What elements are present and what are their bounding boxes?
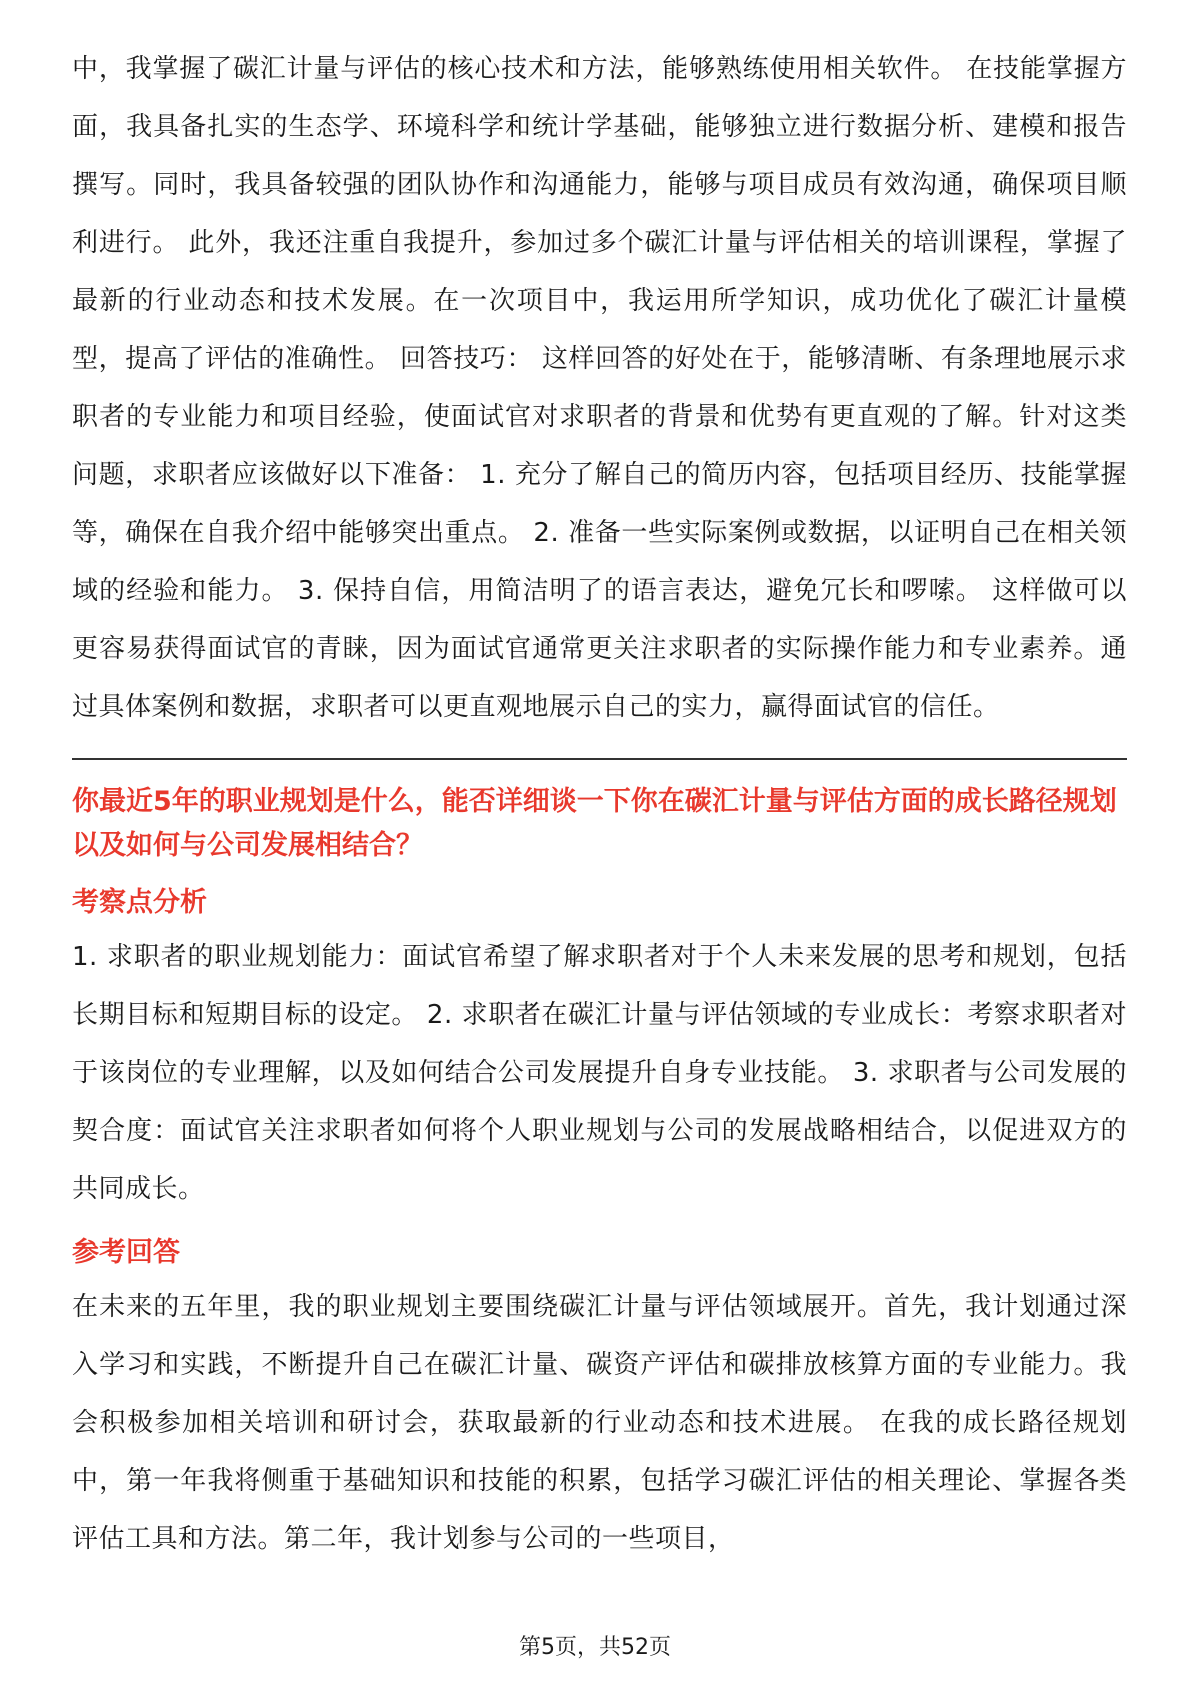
section-divider <box>72 758 1127 760</box>
section-gap <box>72 1218 1127 1232</box>
analysis-body: 1. 求职者的职业规划能力：面试官希望了解求职者对于个人未来发展的思考和规划，包括长期目标和短期目标的设定。 2. 求职者在碳汇计量与评估领域的专业成长：考察求职者对于该岗位的专业理解，以及如何结合公司发展提升自身专业技能。 3. 求职者与公司发展的契合度：面试官关注求职者如何将个人职业规划与公司的发展战略相结合，以促进双方的共同成长。 <box>72 942 1127 1204</box>
reference-answer-body: 在未来的五年里，我的职业规划主要围绕碳汇计量与评估领域展开。首先，我计划通过深入学习和实践，不断提升自己在碳汇计量、碳资产评估和碳排放核算方面的专业能力。我会积极参加相关培训和研讨会，获取最新的行业动态和技术进展。 在我的成长路径规划中，第一年我将侧重于基础知识和技能的积累，包括学习碳汇评估的相关理论、掌握各类评估工具和方法。第二年，我计划参与公司的一些项目， <box>72 1292 1127 1554</box>
question-heading: 你最近5年的职业规划是什么，能否详细谈一下你在碳汇计量与评估方面的成长路径规划以及如何与公司发展相结合？ <box>72 786 1117 861</box>
intro-paragraph: 中，我掌握了碳汇计量与评估的核心技术和方法，能够熟练使用相关软件。 在技能掌握方面，我具备扎实的生态学、环境科学和统计学基础，能够独立进行数据分析、建模和报告撰写。同时，我具备较强的团队协作和沟通能力，能够与项目成员有效沟通，确保项目顺利进行。 此外，我还注重自我提升，参加过多个碳汇计量与评估相关的培训课程，掌握了最新的行业动态和技术发展。在一次项目中，我运用所学知识，成功优化了碳汇计量模型，提高了评估的准确性。 回答技巧： 这样回答的好处在于，能够清晰、有条理地展示求职者的专业能力和项目经验，使面试官对求职者的背景和优势有更直观的了解。针对这类问题，求职者应该做好以下准备： 1. 充分了解自己的简历内容，包括项目经历、技能掌握等，确保在自我介绍中能够突出重点。 2. 准备一些实际案例或数据，以证明自己在相关领域的经验和能力。 3. 保持自信，用简洁明了的语言表达，避免冗长和啰嗦。 这样做可以更容易获得面试官的青睐，因为面试官通常更关注求职者的实际操作能力和专业素养。通过具体案例和数据，求职者可以更直观地展示自己的实力，赢得面试官的信任。 <box>72 54 1127 722</box>
reference-answer-title: 参考回答 <box>72 1237 180 1268</box>
page-footer: 第5页，共52页 <box>519 1635 671 1660</box>
document-page <box>72 40 1127 1568</box>
analysis-title: 考察点分析 <box>72 887 207 918</box>
